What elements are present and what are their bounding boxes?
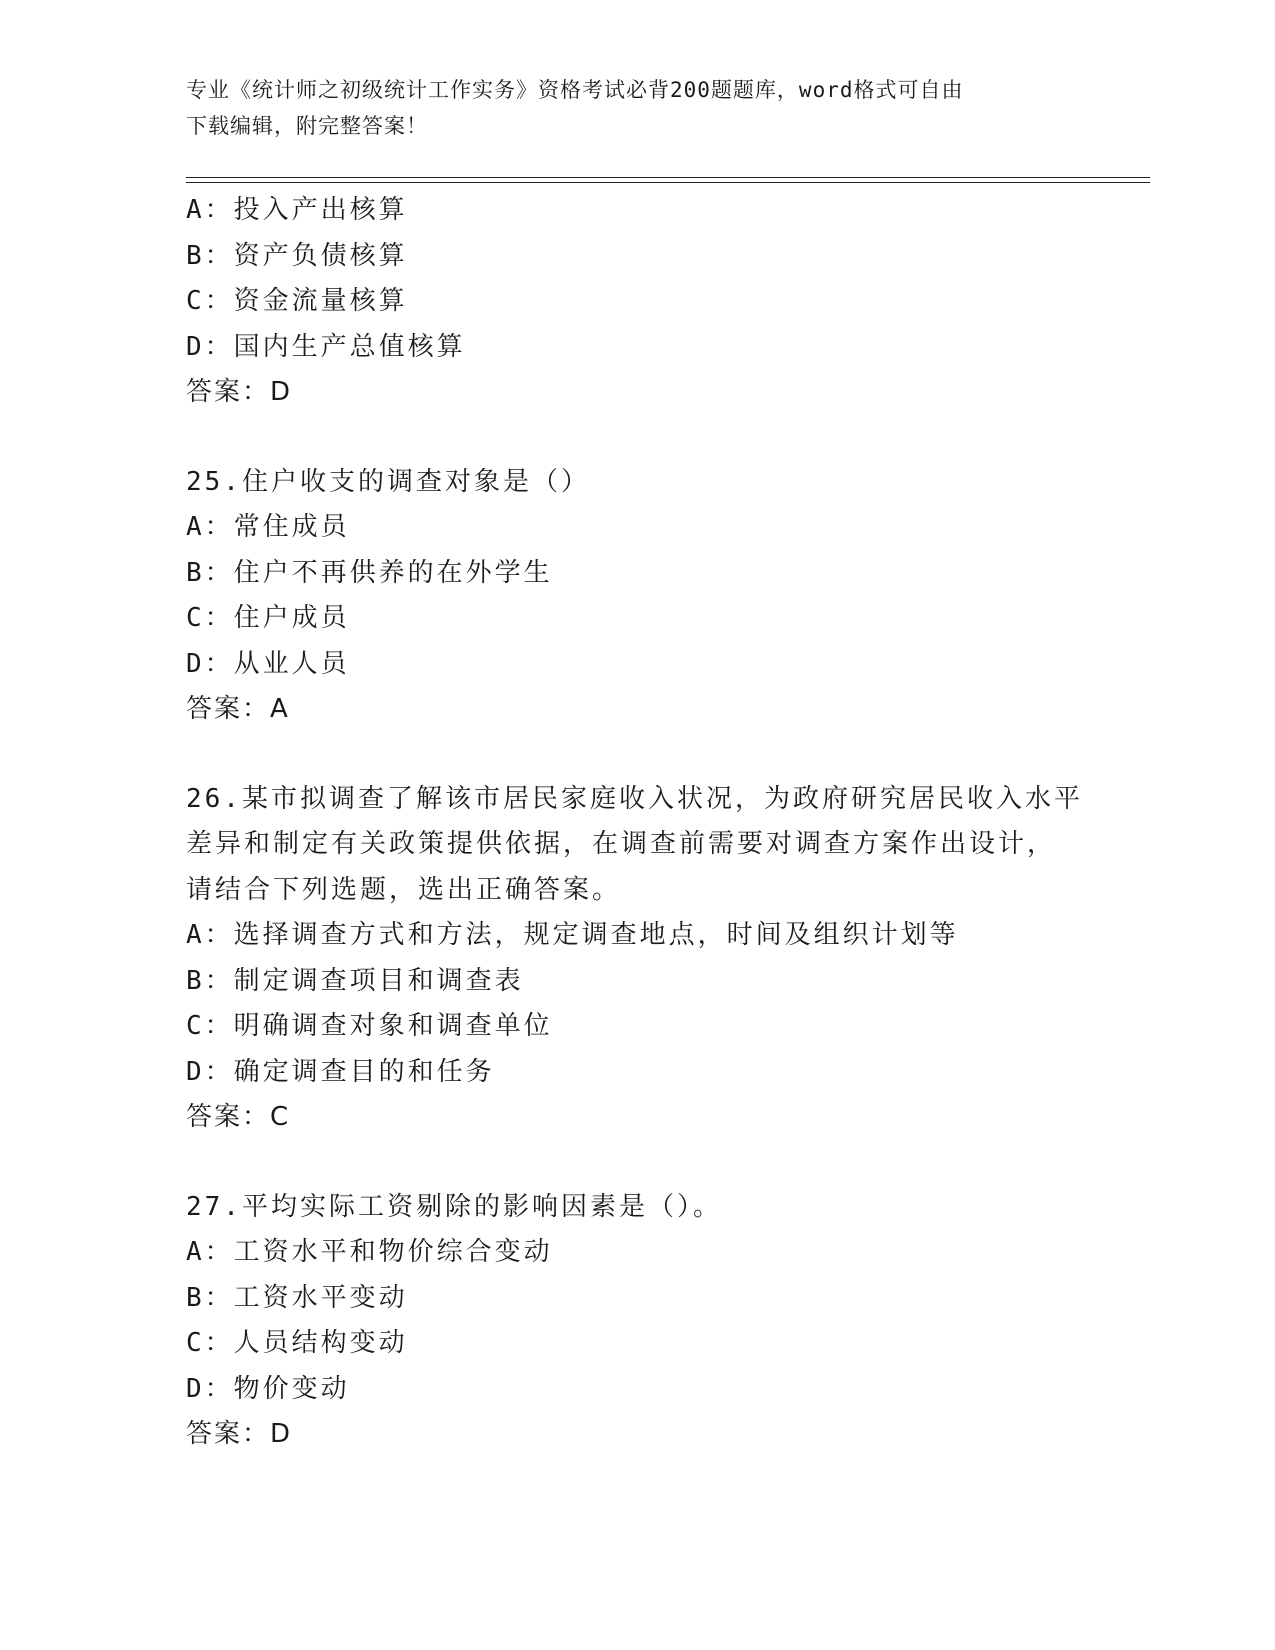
- answer-line: 答案：A: [186, 694, 290, 724]
- option-c: C：人员结构变动: [186, 1328, 408, 1358]
- option-c: C：明确调查对象和调查单位: [186, 1011, 553, 1041]
- block-spacer: [186, 733, 1136, 777]
- question-text-line-2: 差异和制定有关政策提供依据，在调查前需要对调查方案作出设计，: [186, 829, 1057, 859]
- question-block-25: [186, 460, 1136, 733]
- option-b: B：住户不再供养的在外学生: [186, 557, 553, 588]
- question-text: 25.住户收支的调查对象是（）: [186, 466, 590, 497]
- header-title-line-2: 下载编辑，附完整答案！: [186, 114, 428, 138]
- answer-line: 答案：D: [186, 377, 293, 407]
- option-a: A：选择调查方式和方法，规定调查地点，时间及组织计划等: [186, 920, 959, 950]
- question-block-26: [186, 777, 1136, 1141]
- option-c: C：资金流量核算: [186, 286, 408, 316]
- option-d: D：国内生产总值核算: [186, 331, 466, 362]
- question-list: [186, 188, 1136, 1458]
- option-a: A：常住成员: [186, 512, 350, 542]
- answer-line: 答案：C: [186, 1102, 291, 1132]
- option-d: D：确定调查目的和任务: [186, 1056, 495, 1087]
- block-spacer: [186, 416, 1136, 460]
- question-text-line-1: 26.某市拟调查了解该市居民家庭收入状况，为政府研究居民收入水平: [186, 783, 1083, 814]
- header-title-line-1: 专业《统计师之初级统计工作实务》资格考试必背200题题库，word格式可自由: [186, 78, 964, 102]
- document-header: [186, 72, 1086, 144]
- option-d: D：物价变动: [186, 1373, 350, 1404]
- answer-line: 答案：D: [186, 1419, 293, 1449]
- option-c: C：住户成员: [186, 603, 350, 633]
- question-text-line-3: 请结合下列选题，选出正确答案。: [186, 874, 622, 905]
- header-divider-bottom: [186, 182, 1150, 183]
- question-text: 27.平均实际工资剔除的影响因素是（）。: [186, 1191, 722, 1222]
- option-b: B：工资水平变动: [186, 1282, 408, 1313]
- header-divider-top: [186, 177, 1150, 178]
- question-block-27: [186, 1185, 1136, 1458]
- block-spacer: [186, 1141, 1136, 1185]
- option-d: D：从业人员: [186, 648, 350, 679]
- option-b: B：资产负债核算: [186, 240, 408, 271]
- option-a: A：工资水平和物价综合变动: [186, 1237, 553, 1267]
- question-block-24: [186, 188, 1136, 416]
- option-b: B：制定调查项目和调查表: [186, 965, 524, 996]
- option-a: A：投入产出核算: [186, 195, 408, 225]
